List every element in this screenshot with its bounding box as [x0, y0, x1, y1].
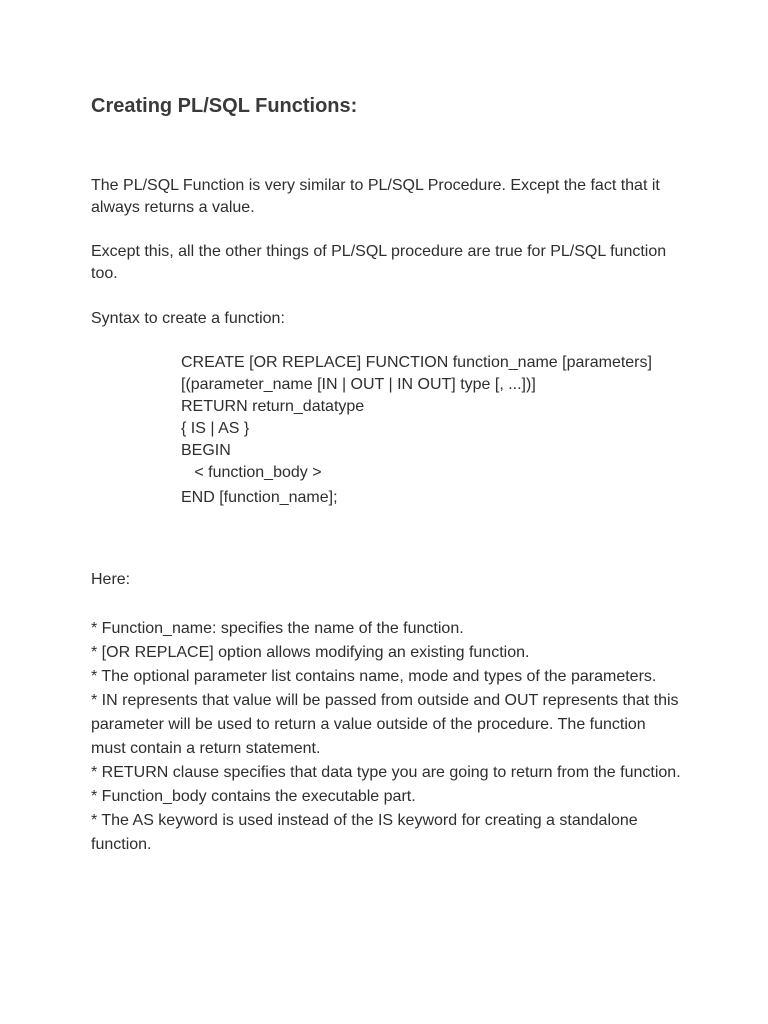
- intro-paragraph: The PL/SQL Function is very similar to PL/SQL Procedure. Except the fact that it always returns a value.: [91, 177, 660, 216]
- syntax-heading: Syntax to create a function:: [91, 310, 285, 327]
- syntax-line: BEGIN: [181, 442, 231, 459]
- syntax-line: END [function_name];: [181, 489, 338, 506]
- list-item: * IN represents that value will be passed from outside and OUT represents that this parameter will be used to return a value outside of the procedure. The function must contain a return statement.: [91, 692, 679, 757]
- list-item: * Function_body contains the executable part.: [91, 788, 416, 805]
- syntax-line: [(parameter_name [IN | OUT | IN OUT] type [, ...])]: [181, 376, 536, 393]
- syntax-line: { IS | AS }: [181, 420, 250, 437]
- notes-list: [91, 617, 681, 857]
- list-item: * The optional parameter list contains name, mode and types of the parameters.: [91, 668, 657, 685]
- syntax-line: < function_body >: [181, 464, 322, 481]
- here-label: Here:: [91, 571, 131, 588]
- syntax-block: [181, 352, 652, 509]
- page-title: Creating PL/SQL Functions:: [91, 95, 358, 117]
- syntax-line: CREATE [OR REPLACE] FUNCTION function_name [parameters]: [181, 354, 652, 371]
- scope-paragraph: Except this, all the other things of PL/SQL procedure are true for PL/SQL function too.: [91, 243, 667, 282]
- list-item: * Function_name: specifies the name of the function.: [91, 620, 464, 637]
- list-item: * [OR REPLACE] option allows modifying an existing function.: [91, 644, 530, 661]
- list-item: * RETURN clause specifies that data type you are going to return from the function.: [91, 764, 681, 781]
- syntax-line: RETURN return_datatype: [181, 398, 365, 415]
- list-item: * The AS keyword is used instead of the IS keyword for creating a standalone function.: [91, 812, 638, 853]
